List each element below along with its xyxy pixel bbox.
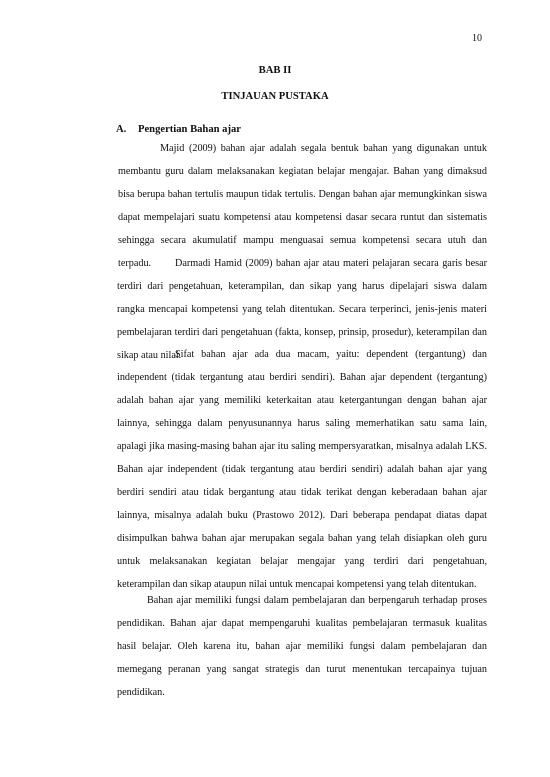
body-paragraph: Bahan ajar memiliki fungsi dalam pembelajaran dan berpengaruh terhadap proses pendidikan. Bahan ajar dapat mempengaruhi kualitas pembelajaran termasuk kualitas hasil belajar. Oleh karena itu, bahan ajar memiliki fungsi dalam pembelajaran dan memegang peranan yang sangat strategis dan turut menentukan tercapainya tujuan pendidikan. <box>117 595 487 698</box>
body-paragraph: Majid (2009) bahan ajar adalah segala bentuk bahan yang digunakan untuk membantu guru dalam melaksanakan kegiatan belajar mengajar. Bahan yang dimaksud bisa berupa bahan tertulis maupun tidak tertulis. Dengan bahan ajar memungkinkan siswa dapat mempelajari suatu kompetensi atau kompetensi dasar secara runtut dan sistematis sehingga secara akumulatif mampu menguasai semua kompetensi secara utuh dan terpadu. <box>118 143 487 269</box>
page-number: 10 <box>472 33 482 44</box>
section-heading-text: Pengertian Bahan ajar <box>138 124 241 135</box>
chapter-subtitle: TINJAUAN PUSTAKA <box>221 91 329 102</box>
body-paragraph: Sifat bahan ajar ada dua macam, yaitu: dependent (tergantung) dan independent (tidak tergantung atau berdiri sendiri). Bahan ajar dependent (tergantung) adalah bahan ajar yang memiliki keterkaitan atau ketergantungan dengan bahan ajar lainnya, sehingga dalam penyusunannya harus saling memerhatikan satu sama lain, apalagi jika masing-masing bahan ajar itu saling mempersyaratkan, misalnya adalah LKS. Bahan ajar independent (tidak tergantung atau berdiri sendiri) adalah bahan ajar yang berdiri sendiri atau tidak bergantung atau tidak terikat dengan keberadaan bahan ajar lainnya, misalnya adalah buku (Prastowo 2012). Dari beberapa pendapat diatas dapat disimpulkan bahwa bahan ajar merupakan segala bahan yang telah disiapkan oleh guru untuk melaksanakan kegiatan belajar mengajar yang terdiri dari pengetahuan, keterampilan dan sikap ataupun nilai untuk mencapai kompetensi yang telah ditentukan. <box>117 349 487 590</box>
body-paragraph: Darmadi Hamid (2009) bahan ajar atau materi pelajaran secara garis besar terdiri dari pengetahuan, keterampilan, dan sikap yang harus dipelajari siswa dalam rangka mencapai kompetensi yang telah ditentukan. Secara terperinci, jenis-jenis materi pembelajaran terdiri dari pengetahuan (fakta, konsep, prinsip, prosedur), keterampilan dan sikap atau nilai. <box>117 258 487 361</box>
section-heading <box>116 125 241 136</box>
chapter-title: BAB II <box>258 65 292 76</box>
section-marker: A. <box>116 124 127 135</box>
